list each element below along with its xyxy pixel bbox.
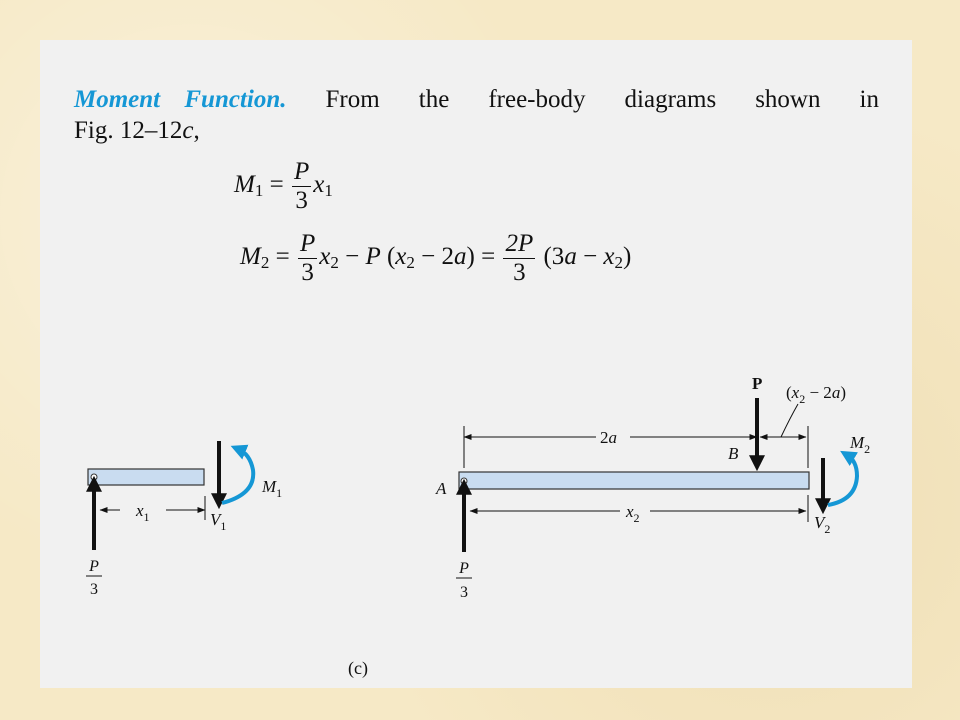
eq2-p2-close: )	[623, 243, 632, 271]
eq1-lhs-sub: 1	[254, 181, 264, 201]
eq2-p2-open: (3	[543, 243, 565, 271]
applied-force-label: P	[752, 374, 763, 393]
eq2-frac1-den: 3	[301, 259, 314, 286]
figure-ref-part: c	[182, 117, 194, 144]
dim-2a-label: 2a	[600, 428, 617, 447]
eq2-frac1-num: P	[299, 230, 316, 257]
eq2-p2-x-sub: 2	[614, 253, 624, 273]
eq1-equals: =	[269, 171, 284, 199]
right-load-denominator: 3	[460, 584, 468, 601]
eq2-minus: −	[345, 243, 360, 271]
eq2-paren-a: a	[454, 243, 467, 271]
intro-word: diagrams	[624, 86, 717, 113]
left-moment-label: $M_1$	[262, 477, 283, 500]
eq1-var: x	[313, 171, 325, 199]
eq2-equals-2: =	[481, 243, 496, 271]
left-beam	[88, 469, 204, 485]
figure-caption: (c)	[348, 658, 368, 678]
section-heading: Moment Function.	[74, 86, 287, 113]
eq2-frac2-den: 3	[513, 259, 526, 286]
eq2-p2-a: a	[564, 243, 577, 271]
left-dim-label: $x_1$	[136, 501, 150, 524]
intro-word: the	[418, 86, 450, 113]
intro-word: shown	[755, 86, 821, 113]
eq1-var-sub: 1	[324, 181, 333, 201]
right-free-body-diagram	[435, 374, 870, 601]
left-free-body-diagram	[86, 441, 282, 598]
right-moment-label: $M_2$	[850, 433, 871, 456]
eq2-equals: =	[275, 243, 290, 271]
eq1-frac-num: P	[293, 158, 310, 185]
right-beam	[459, 472, 809, 489]
intro-word: From	[325, 86, 380, 113]
eq2-paren-close: )	[466, 243, 475, 271]
right-moment-arrow	[828, 455, 857, 505]
comma: ,	[193, 117, 200, 144]
eq2-var-sub: 2	[330, 253, 339, 273]
eq2-var: x	[319, 243, 331, 271]
eq2-p: P	[365, 243, 381, 271]
point-a-label: A	[436, 479, 447, 498]
intro-word: free-body	[488, 86, 586, 113]
left-load-denominator: 3	[90, 581, 98, 598]
eq2-lhs-sub: 2	[260, 253, 270, 273]
eq2-frac2-num: 2P	[505, 230, 534, 257]
eq2-p2-minus: −	[583, 243, 598, 271]
point-b-label: B	[728, 444, 739, 463]
eq2-paren-mid: − 2	[421, 243, 455, 271]
left-pin	[91, 474, 97, 480]
eq2-paren-x: x	[395, 243, 407, 271]
right-pin	[461, 478, 467, 484]
eq1-lhs: M	[234, 171, 255, 199]
eq2-lhs: M	[240, 243, 261, 271]
right-shear-label: $V_2$	[814, 513, 831, 536]
dim-offset-label: $(x_2 - 2a)$	[786, 383, 846, 406]
dim-x2-label: $x_2$	[626, 502, 640, 525]
left-shear-label: $V_1$	[210, 510, 227, 533]
eq1-frac-den: 3	[295, 187, 308, 214]
intro-word: in	[859, 86, 879, 113]
dim-offset-leader	[781, 404, 798, 437]
left-load-numerator: P	[89, 558, 99, 575]
left-moment-arrow	[222, 449, 253, 503]
eq2-p2-x: x	[603, 243, 615, 271]
eq2-paren-open: (	[386, 243, 396, 271]
figure-ref: Fig. 12–12	[74, 117, 183, 144]
eq2-paren-x-sub: 2	[406, 253, 415, 273]
right-load-numerator: P	[459, 560, 469, 577]
